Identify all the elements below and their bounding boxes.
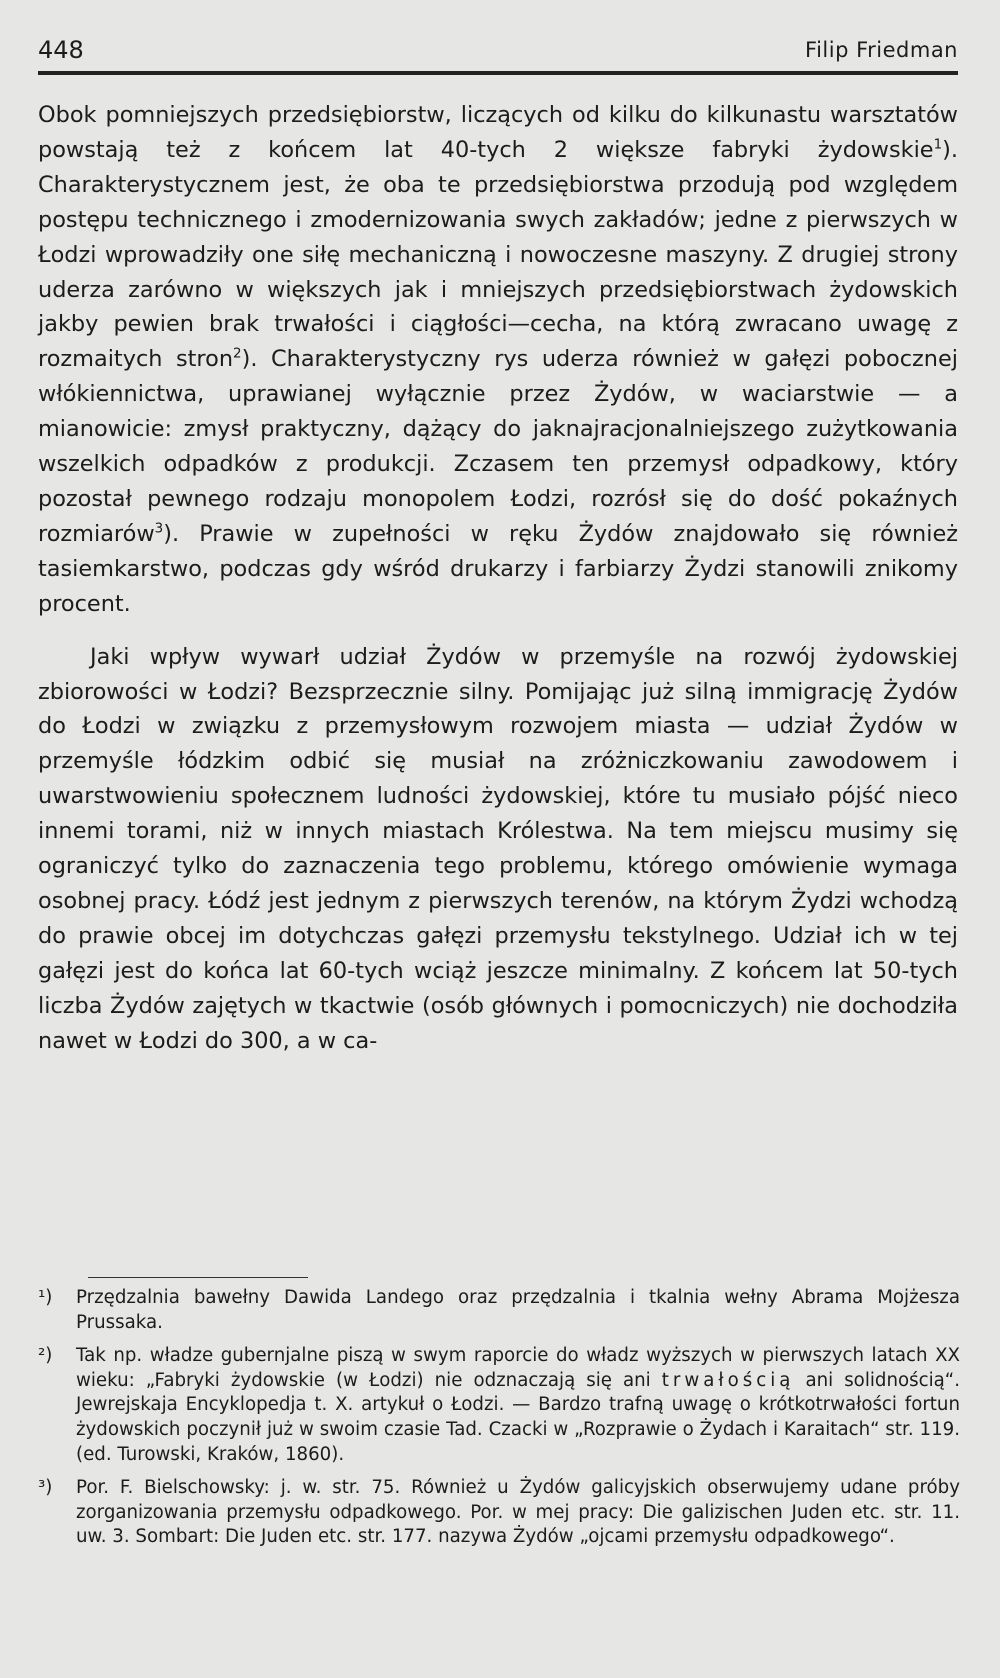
footnote-2 — [38, 1344, 960, 1467]
footnote-ref-2: 2 — [233, 346, 242, 362]
body-text — [38, 98, 958, 1058]
page-number: 448 — [38, 36, 84, 64]
footnote-1-mark: ¹) — [38, 1287, 53, 1308]
footnote-ref-3: 3 — [154, 521, 164, 537]
footnote-1 — [38, 1286, 960, 1335]
footnote-3-mark: ³) — [38, 1477, 53, 1499]
paragraph-2: Jaki wpływ wywarł udział Żydów w przemyśle na rozwój żydowskiej zbiorowości w Łodzi? Bezsprzecznie silny. Pomijając już silną immigrację Żydów do Łodzi w związku z przemysłowym rozwojem miasta — udział Żydów w przemyśle łódzkim odbić się musiał na zróżniczkowaniu zawodowem i uwarstwowieniu społecznem ludności żydowskiej, które tu musiało pójść nieco innemi torami, niż w innych miastach Królestwa. Na tem miejscu musimy się ograniczyć tylko do zaznaczenia tego problemu, którego omówienie wymaga osobnej pracy. Łódź jest jednym z pierwszych terenów, na którym Żydzi wchodzą do prawie obcej im dotychczas gałęzi przemysłu tekstylnego. Udział ich w tej gałęzi jest do końca lat 60-tych wciąż jeszcze minimalny. Z końcem lat 50-tych liczba Żydów zajętych w tkactwie (osób głównych i pomocniczych) nie dochodziła nawet w Łodzi do 300, a w ca- — [38, 643, 958, 1054]
footnote-3-text: Por. F. Bielschowsky: j. w. str. 75. Również u Żydów galicyjskich obserwujemy udane próby zorganizowania przemysłu odpadkowego. Por. w mej pracy: Die galizischen Juden etc. str. 11. uw. 3. Sombart: Die Juden etc. str. 177. nazywa Żydów „ojcami przemysłu odpadkowego“. — [76, 1477, 960, 1548]
footnotes — [38, 1286, 960, 1559]
header-rule — [38, 71, 958, 75]
paragraph-1-part-c: ). Charakterystyczny rys uderza również w gałęzi pobocznej włókiennictwa, uprawianej wyłącznie przez Żydów, w waciarstwie — a mianowicie: zmysł praktyczny, dążący do jaknajracjonalniejszego zużytkowania wszelkich odpadków z produkcji. Zczasem ten przemysł odpadkowy, który pozostał pewnego rodzaju monopolem Łodzi, rozrósł się do dość pokaźnych rozmiarów — [38, 346, 958, 547]
footnote-ref-1: 1 — [933, 137, 943, 153]
paragraph-1-part-d: ). Prawie w zupełności w ręku Żydów znajdowało się również tasiemkarstwo, podczas gdy wśród drukarzy i farbiarzy Żydzi stanowili znikomy procent. — [38, 520, 958, 617]
paragraph-1-part-a: Obok pomniejszych przedsiębiorstw, liczących od kilku do kilkunastu warsztatów powstają też z końcem lat 40-tych 2 większe fabryki żydowskie — [38, 102, 958, 163]
paragraph-1-part-b: ). Charakterystycznem jest, że oba te przedsiębiorstwa przodują pod względem postępu technicznego i zmodernizowania swych zakładów; jedne z pierwszych w Łodzi wprowadziły one siłę mechaniczną i nowoczesne maszyny. Z drugiej strony uderza zarówno w większych jak i mniejszych przedsiębiorstwach żydowskich jakby pewien brak trwałości i ciągłości—cecha, na którą zwracano uwagę z rozmaitych stron — [38, 136, 958, 373]
footnote-2-mark: ²) — [38, 1345, 53, 1367]
paragraph-1 — [38, 98, 958, 622]
footnote-rule — [88, 1277, 308, 1278]
page-header — [38, 36, 958, 70]
footnote-1-text: Przędzalnia bawełny Dawida Landego oraz przędzalnia i tkalnia wełny Abrama Mojżesza Prussaka. — [76, 1287, 960, 1333]
running-head: Filip Friedman — [805, 38, 958, 62]
footnote-2-spaced-word: trwałością — [661, 1369, 795, 1391]
footnote-2-text-b: ani solidnością“. Jewrejskaja Encyklopedja t. X. artykuł o Łodzi. — Bardzo trafną uwagę o krótkotrwałości fortun żydowskich poczynił już w swoim czasie Tad. Czacki w „Rozprawie o Żydach i Karaitach“ str. 119. (ed. Turowski, Kraków, 1860). — [76, 1369, 960, 1465]
footnote-2-text-a: Tak np. władze gubernjalne piszą w swym raporcie do władz wyższych w pierwszych latach XX wieku: „Fabryki żydowskie (w Łodzi) nie odznaczają się ani — [76, 1345, 960, 1391]
footnote-3 — [38, 1476, 960, 1550]
